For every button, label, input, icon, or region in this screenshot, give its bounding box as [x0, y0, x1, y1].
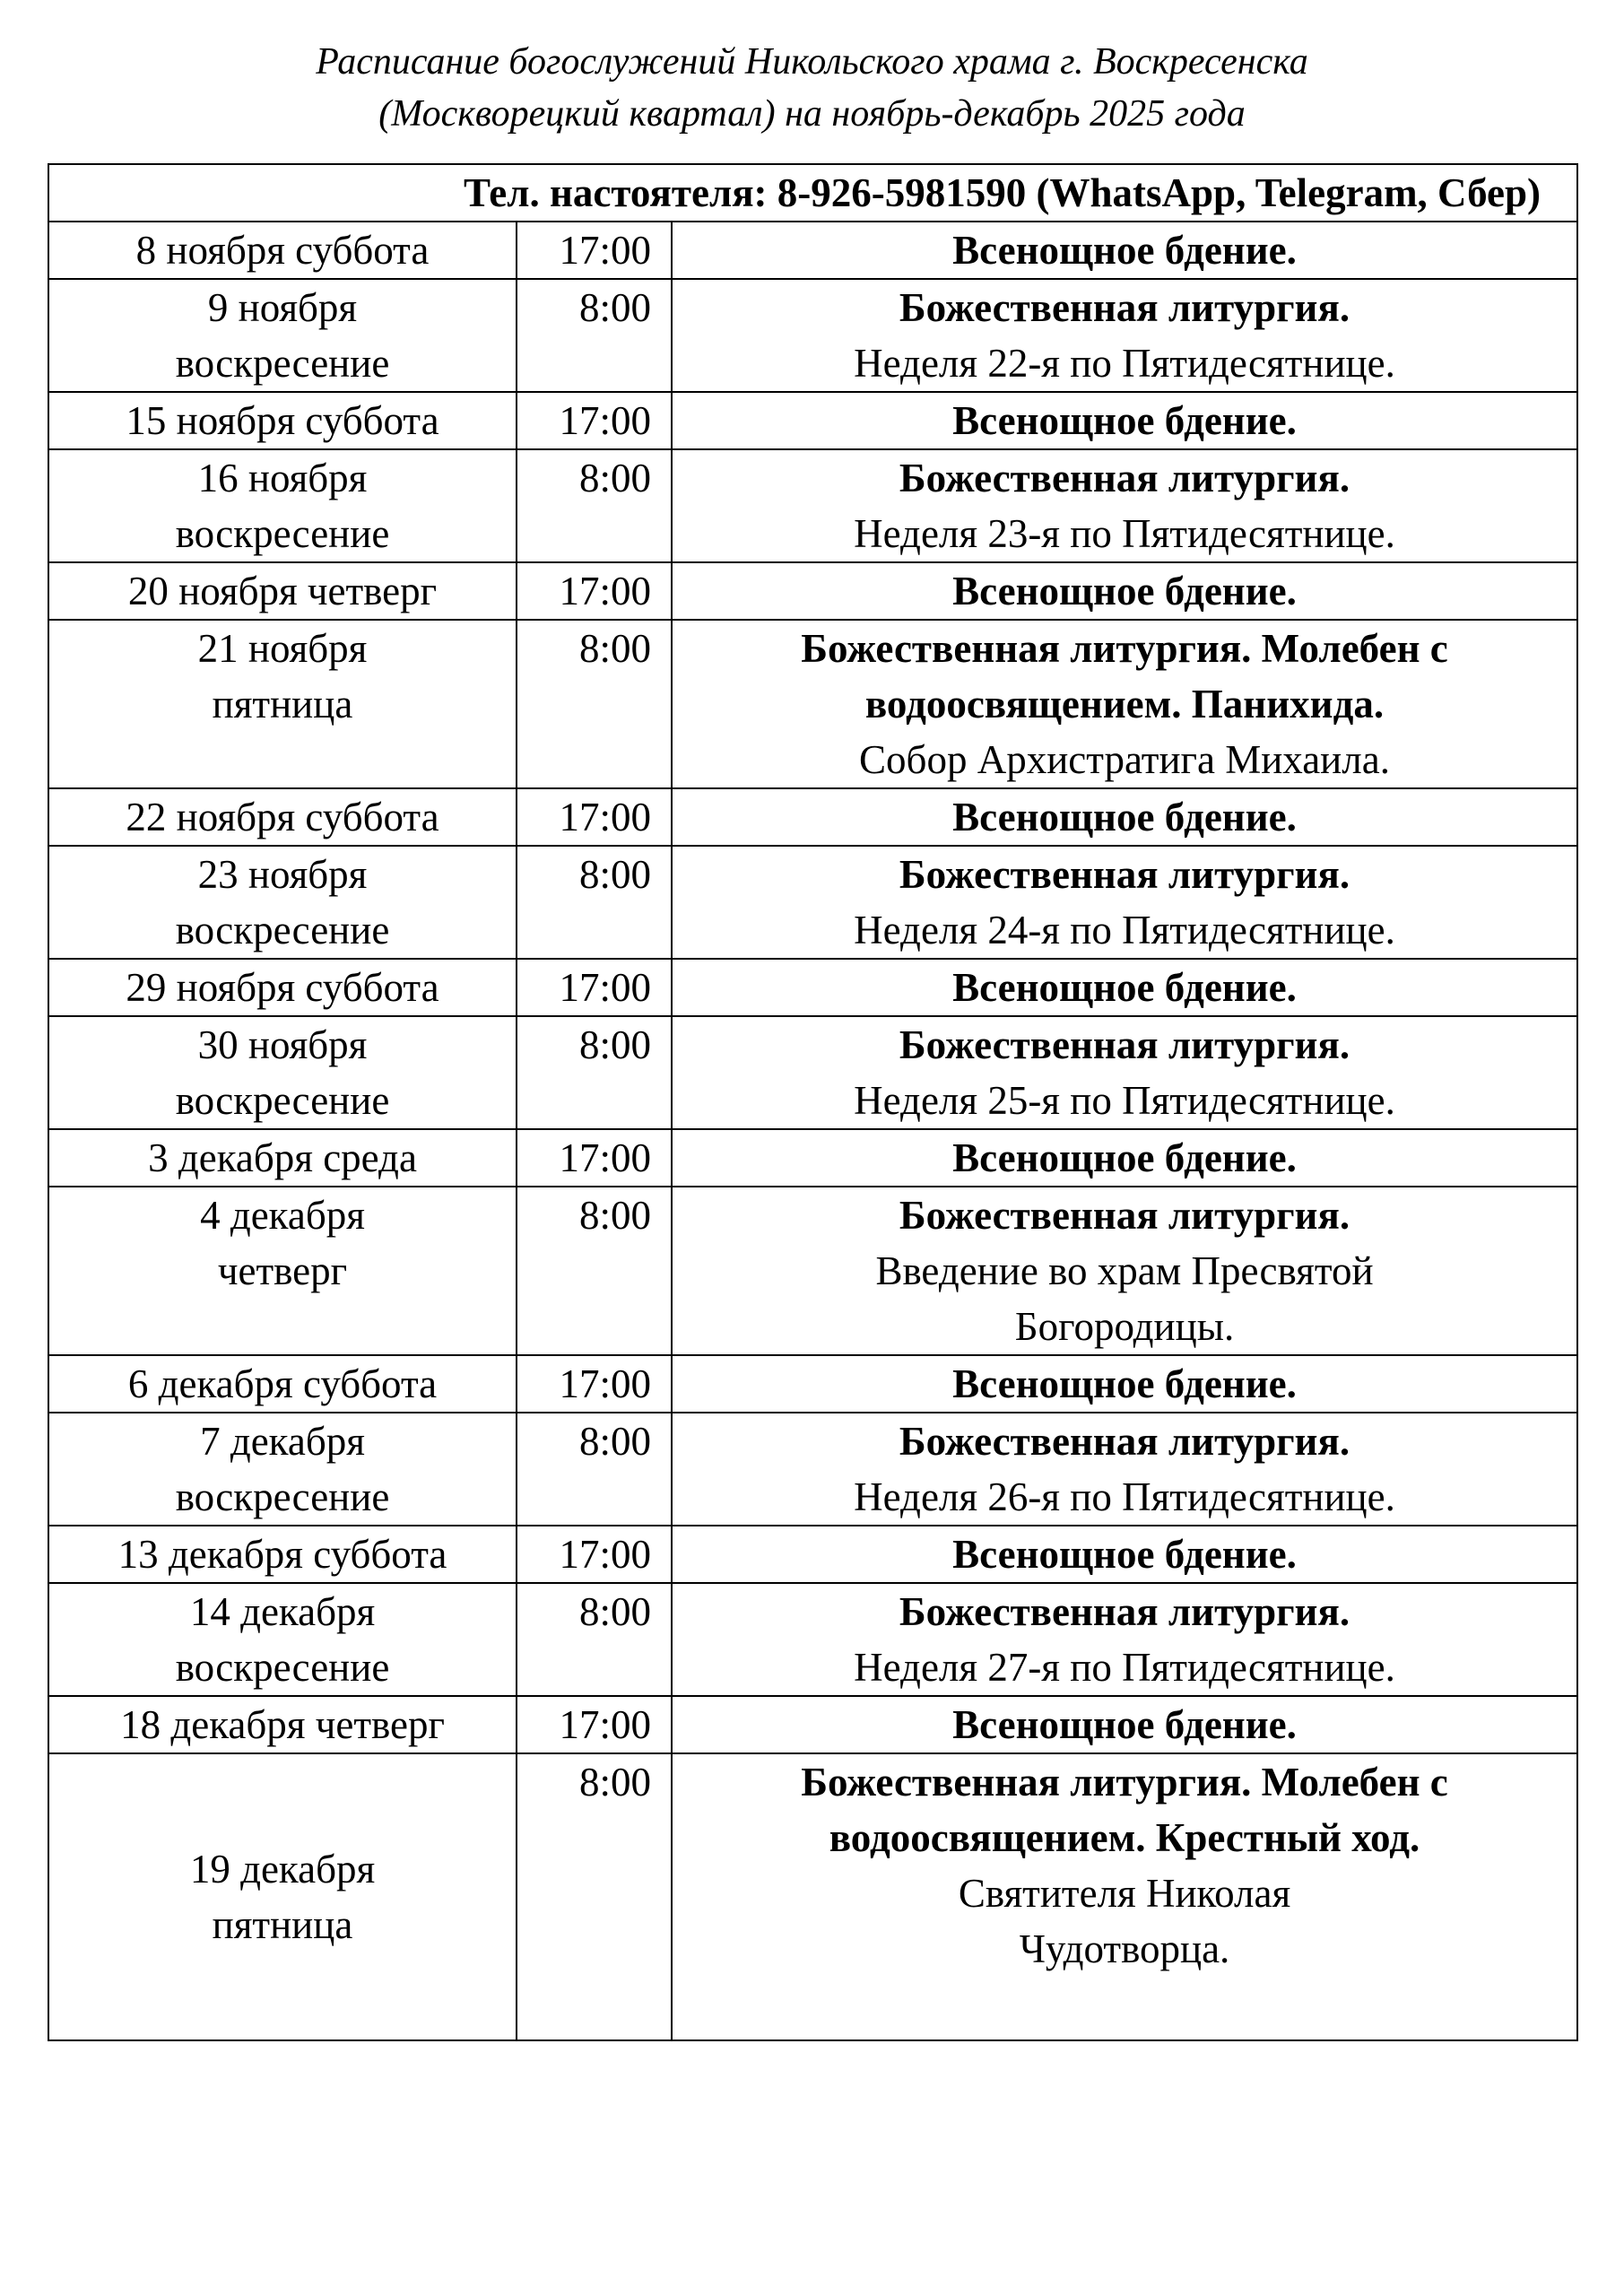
service-description	[672, 846, 1577, 959]
service-weekday: пятница	[212, 682, 353, 726]
service-date	[48, 392, 517, 449]
schedule-row	[48, 846, 1577, 959]
service-time: 17:00	[517, 959, 672, 1016]
service-title: Всенощное бдение.	[952, 569, 1297, 613]
service-date-line: 7 декабря	[200, 1419, 365, 1464]
service-time: 8:00	[517, 279, 672, 392]
service-date-line: 13 декабря суббота	[117, 1532, 447, 1577]
schedule-row	[48, 1413, 1577, 1526]
service-date	[48, 1413, 517, 1526]
service-feast: Неделя 22-я по Пятидесятнице.	[854, 341, 1395, 386]
service-date	[48, 1526, 517, 1583]
schedule-row	[48, 1526, 1577, 1583]
service-weekday: воскресение	[175, 1474, 390, 1519]
service-feast: Неделя 25-я по Пятидесятнице.	[854, 1078, 1395, 1123]
service-date-line: 19 декабря	[189, 1847, 376, 1892]
service-weekday: воскресение	[175, 1645, 390, 1690]
service-date-line: 23 ноября	[197, 852, 368, 897]
service-time: 8:00	[517, 620, 672, 788]
service-time: 8:00	[517, 846, 672, 959]
service-date	[48, 1129, 517, 1187]
schedule-row	[48, 1696, 1577, 1753]
service-weekday: воскресение	[175, 341, 390, 386]
service-description	[672, 449, 1577, 562]
service-description	[672, 1753, 1577, 2040]
service-date-line: 8 ноября суббота	[135, 228, 430, 273]
schedule-row	[48, 788, 1577, 846]
schedule-row	[48, 222, 1577, 279]
phone-contact: Тел. настоятеля: 8-926-5981590 (WhatsApp, Telegram, Сбер)	[48, 164, 1577, 222]
service-date-line: 15 ноября суббота	[126, 398, 439, 443]
service-feast: Собор Архистратига Михаила.	[859, 737, 1390, 782]
service-description	[672, 222, 1577, 279]
service-weekday: воскресение	[175, 1078, 390, 1123]
service-date-line: 14 декабря	[189, 1589, 376, 1634]
service-description	[672, 788, 1577, 846]
service-title: Божественная литургия. Молебен с водоосвящением. Крестный ход.	[801, 1760, 1448, 1860]
service-time: 8:00	[517, 1753, 672, 2040]
service-feast: Неделя 27-я по Пятидесятнице.	[854, 1645, 1395, 1690]
service-date-line: 6 декабря суббота	[127, 1361, 438, 1406]
service-description	[672, 1187, 1577, 1355]
schedule-row	[48, 1355, 1577, 1413]
service-description	[672, 1526, 1577, 1583]
service-description	[672, 1583, 1577, 1696]
schedule-row	[48, 959, 1577, 1016]
service-weekday: воскресение	[175, 511, 390, 556]
service-title: Божественная литургия. Молебен с водоосвящением. Панихида.	[801, 626, 1448, 726]
service-date	[48, 959, 517, 1016]
service-time: 17:00	[517, 562, 672, 620]
service-feast: Неделя 23-я по Пятидесятнице.	[854, 511, 1395, 556]
schedule-row	[48, 1187, 1577, 1355]
phone-row	[48, 164, 1577, 222]
service-time: 8:00	[517, 1187, 672, 1355]
service-time: 8:00	[517, 1413, 672, 1526]
service-time: 17:00	[517, 1526, 672, 1583]
service-time: 8:00	[517, 449, 672, 562]
schedule-row	[48, 1753, 1577, 2040]
service-date-line: 22 ноября суббота	[126, 795, 439, 839]
schedule-row	[48, 1129, 1577, 1187]
schedule-table	[48, 163, 1578, 2041]
service-weekday: воскресение	[175, 908, 390, 952]
service-title: Божественная литургия.	[899, 1589, 1350, 1634]
service-title: Божественная литургия.	[899, 1022, 1350, 1067]
service-date	[48, 1583, 517, 1696]
service-description	[672, 959, 1577, 1016]
service-title: Всенощное бдение.	[952, 795, 1297, 839]
service-time: 17:00	[517, 392, 672, 449]
header-title-line-2: (Москворецкий квартал) на ноябрь-декабрь 2025 года	[378, 93, 1246, 135]
service-time: 17:00	[517, 1696, 672, 1753]
service-title: Всенощное бдение.	[952, 1361, 1297, 1406]
service-date	[48, 1696, 517, 1753]
schedule-row	[48, 392, 1577, 449]
service-time: 17:00	[517, 1355, 672, 1413]
service-description	[672, 1413, 1577, 1526]
service-title: Божественная литургия.	[899, 1419, 1350, 1464]
service-title: Божественная литургия.	[899, 456, 1350, 500]
service-description	[672, 620, 1577, 788]
service-date-line: 30 ноября	[197, 1022, 368, 1067]
service-title: Всенощное бдение.	[952, 228, 1297, 273]
service-feast: Неделя 24-я по Пятидесятнице.	[854, 908, 1395, 952]
service-date	[48, 562, 517, 620]
service-date	[48, 1016, 517, 1129]
schedule-row	[48, 562, 1577, 620]
service-date-line: 21 ноября	[197, 626, 368, 671]
service-time: 8:00	[517, 1016, 672, 1129]
service-feast: Святителя Николая Чудотворца.	[958, 1871, 1291, 1971]
header-title-line-1: Расписание богослужений Никольского храма г. Воскресенска	[316, 41, 1308, 83]
service-date	[48, 1187, 517, 1355]
service-title: Всенощное бдение.	[952, 398, 1297, 443]
service-date	[48, 449, 517, 562]
document-header	[0, 36, 1624, 140]
service-title: Всенощное бдение.	[952, 1532, 1297, 1577]
schedule-row	[48, 279, 1577, 392]
service-title: Всенощное бдение.	[952, 1135, 1297, 1180]
service-date	[48, 788, 517, 846]
service-title: Божественная литургия.	[899, 852, 1350, 897]
service-feast: Введение во храм Пресвятой Богородицы.	[875, 1248, 1374, 1349]
schedule-row	[48, 620, 1577, 788]
service-description	[672, 1696, 1577, 1753]
service-description	[672, 562, 1577, 620]
service-title: Всенощное бдение.	[952, 965, 1297, 1010]
service-weekday: четверг	[217, 1248, 348, 1293]
service-description	[672, 1016, 1577, 1129]
service-date	[48, 620, 517, 788]
service-date	[48, 279, 517, 392]
service-time: 17:00	[517, 222, 672, 279]
schedule-row	[48, 1016, 1577, 1129]
service-date-line: 29 ноября суббота	[126, 965, 439, 1010]
service-date-line: 9 ноября	[207, 285, 358, 330]
service-date-line: 18 декабря четверг	[120, 1702, 445, 1747]
service-date-line: 3 декабря среда	[148, 1135, 417, 1180]
service-description	[672, 1355, 1577, 1413]
service-date	[48, 222, 517, 279]
service-description	[672, 1129, 1577, 1187]
service-weekday: пятница	[212, 1902, 353, 1947]
service-title: Божественная литургия.	[899, 1193, 1350, 1238]
service-date-line: 16 ноября	[197, 456, 368, 500]
schedule-row	[48, 1583, 1577, 1696]
service-date	[48, 846, 517, 959]
service-date	[48, 1753, 517, 2040]
service-date-line: 20 ноября четверг	[127, 569, 438, 613]
service-description	[672, 392, 1577, 449]
schedule-row	[48, 449, 1577, 562]
service-date	[48, 1355, 517, 1413]
service-date-line: 4 декабря	[200, 1193, 365, 1238]
service-time: 17:00	[517, 1129, 672, 1187]
service-title: Божественная литургия.	[899, 285, 1350, 330]
service-title: Всенощное бдение.	[952, 1702, 1297, 1747]
service-feast: Неделя 26-я по Пятидесятнице.	[854, 1474, 1395, 1519]
service-time: 17:00	[517, 788, 672, 846]
service-time: 8:00	[517, 1583, 672, 1696]
service-description	[672, 279, 1577, 392]
